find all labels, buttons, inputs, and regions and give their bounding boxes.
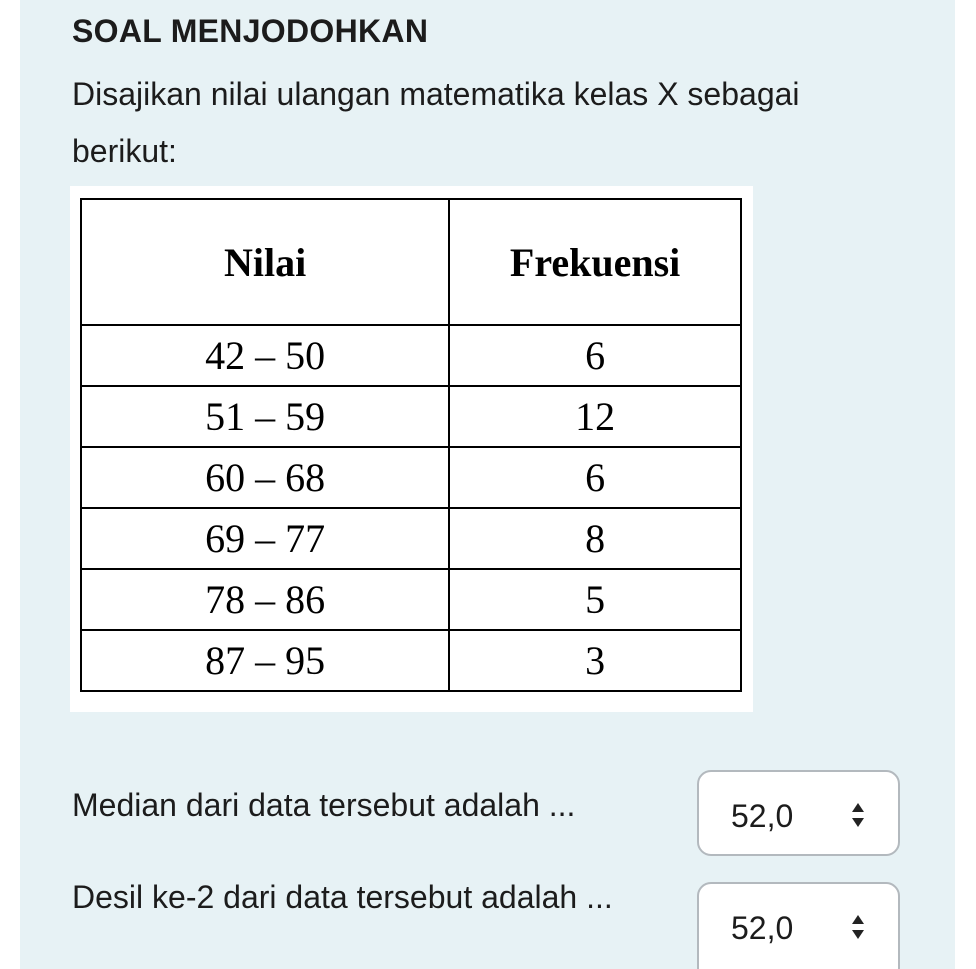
question-prompt: Disajikan nilai ulangan matematika kelas X sebagai berikut: [72, 76, 800, 169]
table-header-frekuensi: Frekuensi [449, 199, 741, 325]
table-cell-frekuensi: 6 [449, 325, 741, 386]
median-answer-select[interactable] [697, 770, 900, 856]
question-card [20, 0, 955, 969]
table-cell-nilai: 60 – 68 [81, 447, 449, 508]
table-header-nilai: Nilai [81, 199, 449, 325]
table-row [81, 508, 741, 569]
updown-arrows-icon [851, 802, 865, 828]
question-median-text: Median dari data tersebut adalah ... [72, 787, 576, 823]
table-row [81, 386, 741, 447]
table-cell-frekuensi: 6 [449, 447, 741, 508]
table-cell-frekuensi: 12 [449, 386, 741, 447]
table-cell-frekuensi: 8 [449, 508, 741, 569]
frequency-table [80, 198, 742, 692]
table-row [81, 325, 741, 386]
median-selected-value: 52,0 [731, 798, 794, 834]
question-desil-text: Desil ke-2 dari data tersebut adalah ... [72, 879, 613, 915]
table-cell-nilai: 42 – 50 [81, 325, 449, 386]
frequency-table-image [70, 186, 753, 712]
updown-arrows-icon [851, 914, 865, 940]
desil-answer-select[interactable] [697, 882, 900, 969]
desil-selected-value: 52,0 [731, 910, 794, 946]
table-cell-frekuensi: 3 [449, 630, 741, 691]
table-cell-nilai: 87 – 95 [81, 630, 449, 691]
table-row [81, 569, 741, 630]
table-cell-frekuensi: 5 [449, 569, 741, 630]
table-header-row [81, 199, 741, 325]
table-row [81, 447, 741, 508]
question-heading: SOAL MENJODOHKAN [72, 13, 429, 49]
table-cell-nilai: 69 – 77 [81, 508, 449, 569]
table-row [81, 630, 741, 691]
table-cell-nilai: 78 – 86 [81, 569, 449, 630]
table-cell-nilai: 51 – 59 [81, 386, 449, 447]
